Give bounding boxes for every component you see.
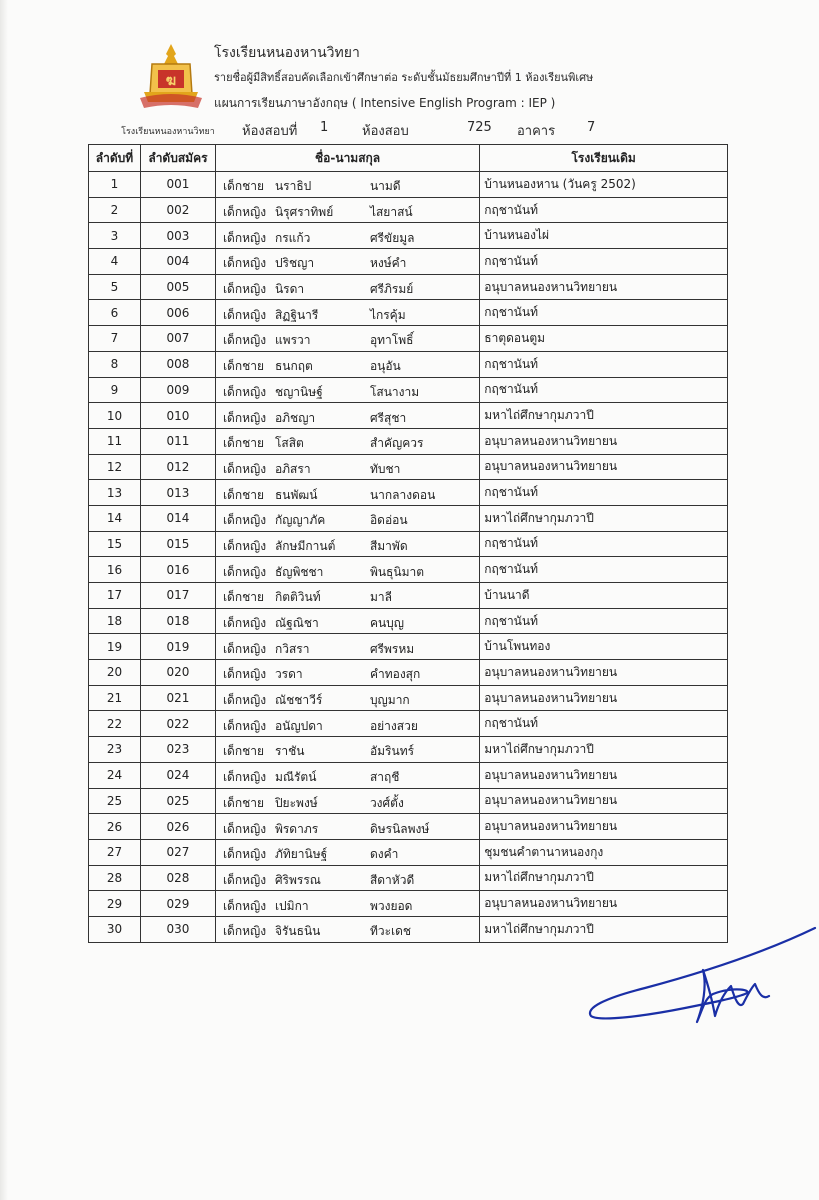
- previous-school: มหาไถ่ศึกษากุมภวาปี: [480, 865, 728, 891]
- candidate-name: [215, 454, 479, 480]
- name-title: เด็กหญิง: [222, 307, 267, 322]
- table-body: [89, 172, 728, 943]
- application-number: 016: [140, 557, 215, 583]
- application-number: 030: [140, 916, 215, 942]
- last-name: อุทาโพธิ์: [369, 333, 414, 348]
- table-row: [89, 249, 728, 275]
- application-number: 021: [140, 685, 215, 711]
- name-title: เด็กหญิง: [222, 230, 267, 245]
- candidate-name: [215, 608, 479, 634]
- application-number: 026: [140, 814, 215, 840]
- row-number: 16: [89, 557, 141, 583]
- name-title: เด็กหญิง: [222, 333, 267, 348]
- name-title: เด็กหญิง: [222, 205, 267, 220]
- name-title: เด็กหญิง: [222, 461, 267, 476]
- table-row: [89, 557, 728, 583]
- first-name: เปมิกา: [274, 898, 309, 913]
- last-name: มาลี: [369, 590, 392, 605]
- application-number: 019: [140, 634, 215, 660]
- table-row: [89, 608, 728, 634]
- col-header-no: ลำดับที่: [89, 145, 141, 172]
- table-row: [89, 454, 728, 480]
- candidate-name: [215, 300, 479, 326]
- previous-school: อนุบาลหนองหานวิทยายน: [480, 685, 728, 711]
- last-name: สีดาหัวดี: [369, 872, 415, 887]
- row-number: 25: [89, 788, 141, 814]
- last-name: ศรีขัยมูล: [369, 230, 415, 245]
- application-number: 017: [140, 583, 215, 609]
- previous-school: บ้านหนองหาน (วันครู 2502): [480, 172, 728, 198]
- table-row: [89, 480, 728, 506]
- first-name: โสสิต: [274, 436, 304, 451]
- last-name: คำทองสุก: [369, 667, 421, 682]
- previous-school: บ้านโพนทอง: [480, 634, 728, 660]
- first-name: ณัฐณิชา: [274, 616, 319, 631]
- table-row: [89, 737, 728, 763]
- previous-school: อนุบาลหนองหานวิทยายน: [480, 660, 728, 686]
- first-name: กวิสรา: [274, 641, 310, 656]
- previous-school: มหาไถ่ศึกษากุมภวาปี: [480, 403, 728, 429]
- first-name: จิรันธนิน: [274, 924, 321, 939]
- first-name: ภัทิยานิษฐ์: [274, 847, 328, 862]
- previous-school: กฤชานันท์: [480, 480, 728, 506]
- row-number: 24: [89, 762, 141, 788]
- row-number: 9: [89, 377, 141, 403]
- application-number: 018: [140, 608, 215, 634]
- table-row: [89, 531, 728, 557]
- previous-school: อนุบาลหนองหานวิทยายน: [480, 788, 728, 814]
- application-number: 002: [140, 197, 215, 223]
- application-number: 007: [140, 326, 215, 352]
- name-title: เด็กหญิง: [222, 821, 267, 836]
- previous-school: กฤชานันท์: [480, 351, 728, 377]
- table-row: [89, 223, 728, 249]
- application-number: 005: [140, 274, 215, 300]
- row-number: 17: [89, 583, 141, 609]
- application-number: 009: [140, 377, 215, 403]
- first-name: ธนพัฒน์: [274, 487, 318, 502]
- application-number: 013: [140, 480, 215, 506]
- first-name: นิรดา: [274, 282, 305, 297]
- row-number: 28: [89, 865, 141, 891]
- candidate-name: [215, 583, 479, 609]
- previous-school: กฤชานันท์: [480, 249, 728, 275]
- last-name: สาฤชี: [369, 770, 400, 785]
- first-name: พิรดาภร: [274, 821, 319, 836]
- previous-school: อนุบาลหนองหานวิทยายน: [480, 454, 728, 480]
- name-title: เด็กหญิง: [222, 616, 267, 631]
- previous-school: กฤชานันท์: [480, 300, 728, 326]
- first-name: อนัญปดา: [274, 718, 323, 733]
- candidate-name: [215, 557, 479, 583]
- last-name: อัมรินทร์: [369, 744, 415, 759]
- candidate-name: [215, 916, 479, 942]
- previous-school: บ้านนาดี: [480, 583, 728, 609]
- row-number: 30: [89, 916, 141, 942]
- candidate-name: [215, 685, 479, 711]
- first-name: วรดา: [274, 667, 303, 682]
- first-name: นิรุศราทิพย์: [274, 205, 334, 220]
- row-number: 14: [89, 505, 141, 531]
- list-title: รายชื่อผู้มีสิทธิ์สอบคัดเลือกเข้าศึกษาต่อ ระดับชั้นมัธยมศึกษาปีที่ 1 ห้องเรียนพิเศษ: [214, 71, 594, 84]
- row-number: 5: [89, 274, 141, 300]
- page-edge-shadow: [0, 0, 8, 1200]
- col-header-name: ชื่อ-นามสกุล: [215, 145, 479, 172]
- last-name: นามดี: [369, 179, 401, 194]
- application-number: 015: [140, 531, 215, 557]
- first-name: ณัชชาวีร์: [274, 693, 323, 708]
- table-row: [89, 814, 728, 840]
- previous-school: กฤชานันท์: [480, 531, 728, 557]
- last-name: โสนางาม: [369, 384, 420, 399]
- name-title: เด็กหญิง: [222, 924, 267, 939]
- first-name: ธนกฤต: [274, 359, 313, 374]
- program-title: แผนการเรียนภาษาอังกฤษ ( Intensive English Program : IEP ): [214, 96, 556, 110]
- first-name: ปิยะพงษ์: [274, 795, 318, 810]
- candidate-name: [215, 891, 479, 917]
- first-name: ปริชญา: [274, 256, 315, 271]
- table-row: [89, 865, 728, 891]
- last-name: ศรีภิรมย์: [369, 282, 414, 297]
- candidate-name: [215, 814, 479, 840]
- name-title: เด็กหญิง: [222, 538, 267, 553]
- row-number: 20: [89, 660, 141, 686]
- previous-school: อนุบาลหนองหานวิทยายน: [480, 891, 728, 917]
- application-number: 012: [140, 454, 215, 480]
- building-value: 7: [587, 120, 596, 135]
- first-name: แพรวา: [274, 333, 311, 348]
- row-number: 1: [89, 172, 141, 198]
- last-name: คนบุญ: [369, 616, 405, 631]
- first-name: อภิชญา: [274, 410, 316, 425]
- candidate-name: [215, 788, 479, 814]
- candidate-name: [215, 274, 479, 300]
- application-number: 029: [140, 891, 215, 917]
- name-title: เด็กหญิง: [222, 693, 267, 708]
- col-header-school: โรงเรียนเดิม: [480, 145, 728, 172]
- first-name: สิฏฐินารี: [274, 307, 319, 322]
- signature: [585, 912, 819, 1032]
- application-number: 027: [140, 839, 215, 865]
- room-value: 1: [320, 120, 329, 135]
- first-name: อภิสรา: [274, 461, 311, 476]
- table-row: [89, 172, 728, 198]
- table-row: [89, 505, 728, 531]
- candidate-name: [215, 480, 479, 506]
- last-name: สีมาพัด: [369, 538, 408, 553]
- table-row: [89, 326, 728, 352]
- name-title: เด็กหญิง: [222, 410, 267, 425]
- last-name: ทับชา: [369, 461, 401, 476]
- table-row: [89, 788, 728, 814]
- application-number: 008: [140, 351, 215, 377]
- application-number: 014: [140, 505, 215, 531]
- name-title: เด็กชาย: [222, 590, 265, 605]
- building-label: อาคาร: [517, 124, 556, 139]
- table-row: [89, 351, 728, 377]
- first-name: กัญญาภัค: [274, 513, 326, 528]
- application-number: 006: [140, 300, 215, 326]
- application-number: 011: [140, 428, 215, 454]
- previous-school: มหาไถ่ศึกษากุมภวาปี: [480, 505, 728, 531]
- application-number: 025: [140, 788, 215, 814]
- exam-room-label: ห้องสอบ: [362, 124, 409, 139]
- name-title: เด็กชาย: [222, 359, 265, 374]
- previous-school: มหาไถ่ศึกษากุมภวาปี: [480, 737, 728, 763]
- previous-school: อนุบาลหนองหานวิทยายน: [480, 428, 728, 454]
- name-title: เด็กหญิง: [222, 513, 267, 528]
- row-number: 12: [89, 454, 141, 480]
- table-row: [89, 583, 728, 609]
- last-name: หงษ์คำ: [369, 256, 407, 271]
- candidate-name: [215, 865, 479, 891]
- table-row: [89, 403, 728, 429]
- name-title: เด็กหญิง: [222, 256, 267, 271]
- table-row: [89, 197, 728, 223]
- name-title: เด็กหญิง: [222, 718, 267, 733]
- candidate-name: [215, 377, 479, 403]
- row-number: 21: [89, 685, 141, 711]
- last-name: อิดอ่อน: [369, 513, 408, 528]
- row-number: 8: [89, 351, 141, 377]
- candidate-name: [215, 839, 479, 865]
- table-row: [89, 300, 728, 326]
- last-name: นากลางดอน: [369, 487, 436, 502]
- name-title: เด็กหญิง: [222, 872, 267, 887]
- candidate-name: [215, 351, 479, 377]
- candidate-name: [215, 403, 479, 429]
- last-name: ไสยาสน์: [369, 205, 413, 220]
- name-title: เด็กชาย: [222, 795, 265, 810]
- name-title: เด็กหญิง: [222, 641, 267, 656]
- first-name: กิตติวินท์: [274, 590, 321, 605]
- candidate-name: [215, 223, 479, 249]
- application-number: 004: [140, 249, 215, 275]
- last-name: ไกรคุ้ม: [369, 307, 406, 322]
- previous-school: กฤชานันท์: [480, 197, 728, 223]
- previous-school: มหาไถ่ศึกษากุมภวาปี: [480, 916, 728, 942]
- name-title: เด็กชาย: [222, 744, 265, 759]
- previous-school: อนุบาลหนองหานวิทยายน: [480, 814, 728, 840]
- application-number: 010: [140, 403, 215, 429]
- first-name: ลักษมีกานต์: [274, 538, 336, 553]
- candidate-name: [215, 428, 479, 454]
- row-number: 7: [89, 326, 141, 352]
- previous-school: ชุมชนคำตานาหนองกุง: [480, 839, 728, 865]
- candidate-name: [215, 531, 479, 557]
- row-number: 3: [89, 223, 141, 249]
- logo-caption: โรงเรียนหนองหานวิทยา: [121, 127, 215, 137]
- row-number: 11: [89, 428, 141, 454]
- table-row: [89, 634, 728, 660]
- table-row: [89, 685, 728, 711]
- first-name: ธัญพิชชา: [274, 564, 324, 579]
- table-row: [89, 274, 728, 300]
- first-name: ชญานิษฐ์: [274, 384, 323, 399]
- first-name: มณีรัตน์: [274, 770, 317, 785]
- first-name: กรแก้ว: [274, 230, 311, 245]
- previous-school: กฤชานันท์: [480, 377, 728, 403]
- candidate-table: [88, 144, 728, 943]
- svg-text:ฆ: ฆ: [165, 73, 177, 89]
- table-row: [89, 428, 728, 454]
- room-label: ห้องสอบที่: [242, 124, 298, 139]
- candidate-name: [215, 172, 479, 198]
- previous-school: กฤชานันท์: [480, 711, 728, 737]
- application-number: 022: [140, 711, 215, 737]
- row-number: 23: [89, 737, 141, 763]
- row-number: 6: [89, 300, 141, 326]
- application-number: 020: [140, 660, 215, 686]
- table-header-row: [89, 145, 728, 172]
- last-name: ดงคำ: [369, 847, 399, 862]
- last-name: บุญมาก: [369, 693, 410, 708]
- table-row: [89, 377, 728, 403]
- last-name: อนุอัน: [369, 359, 401, 374]
- name-title: เด็กหญิง: [222, 770, 267, 785]
- last-name: วงศ์ตั้ง: [369, 795, 404, 810]
- name-title: เด็กหญิง: [222, 847, 267, 862]
- candidate-name: [215, 197, 479, 223]
- exam-room-value: 725: [467, 120, 492, 135]
- name-title: เด็กหญิง: [222, 282, 267, 297]
- first-name: ราชัน: [274, 744, 305, 759]
- table-row: [89, 762, 728, 788]
- school-logo: [136, 42, 206, 126]
- last-name: ดิษรนิลพงษ์: [369, 821, 430, 836]
- last-name: พวงยอด: [369, 898, 413, 913]
- row-number: 26: [89, 814, 141, 840]
- name-title: เด็กหญิง: [222, 667, 267, 682]
- name-title: เด็กชาย: [222, 436, 265, 451]
- candidate-name: [215, 711, 479, 737]
- previous-school: กฤชานันท์: [480, 557, 728, 583]
- candidate-name: [215, 660, 479, 686]
- name-title: เด็กหญิง: [222, 384, 267, 399]
- row-number: 4: [89, 249, 141, 275]
- first-name: นราธิป: [274, 179, 312, 194]
- row-number: 2: [89, 197, 141, 223]
- candidate-name: [215, 634, 479, 660]
- previous-school: อนุบาลหนองหานวิทยายน: [480, 274, 728, 300]
- previous-school: อนุบาลหนองหานวิทยายน: [480, 762, 728, 788]
- name-title: เด็กหญิง: [222, 898, 267, 913]
- previous-school: กฤชานันท์: [480, 608, 728, 634]
- row-number: 22: [89, 711, 141, 737]
- candidate-name: [215, 326, 479, 352]
- name-title: เด็กหญิง: [222, 564, 267, 579]
- previous-school: ธาตุดอนตูม: [480, 326, 728, 352]
- row-number: 15: [89, 531, 141, 557]
- candidate-name: [215, 737, 479, 763]
- candidate-name: [215, 505, 479, 531]
- last-name: อย่างสวย: [369, 718, 418, 733]
- last-name: ศรีพรหม: [369, 641, 415, 656]
- application-number: 003: [140, 223, 215, 249]
- table-row: [89, 711, 728, 737]
- application-number: 001: [140, 172, 215, 198]
- candidate-name: [215, 762, 479, 788]
- candidate-name: [215, 249, 479, 275]
- table-row: [89, 660, 728, 686]
- application-number: 024: [140, 762, 215, 788]
- document-header: [112, 38, 712, 143]
- last-name: ศรีสุชา: [369, 410, 407, 425]
- row-number: 19: [89, 634, 141, 660]
- last-name: ทีวะเดช: [369, 924, 412, 939]
- first-name: ศิริพรรณ: [274, 872, 321, 887]
- row-number: 13: [89, 480, 141, 506]
- row-number: 10: [89, 403, 141, 429]
- row-number: 18: [89, 608, 141, 634]
- table-row: [89, 839, 728, 865]
- row-number: 29: [89, 891, 141, 917]
- application-number: 023: [140, 737, 215, 763]
- name-title: เด็กชาย: [222, 487, 265, 502]
- col-header-application: ลำดับสมัคร: [140, 145, 215, 172]
- last-name: สำคัญควร: [369, 436, 424, 451]
- name-title: เด็กชาย: [222, 179, 265, 194]
- previous-school: บ้านหนองไผ่: [480, 223, 728, 249]
- application-number: 028: [140, 865, 215, 891]
- school-name: โรงเรียนหนองหานวิทยา: [214, 45, 360, 61]
- row-number: 27: [89, 839, 141, 865]
- last-name: พินธุนิมาต: [369, 564, 425, 579]
